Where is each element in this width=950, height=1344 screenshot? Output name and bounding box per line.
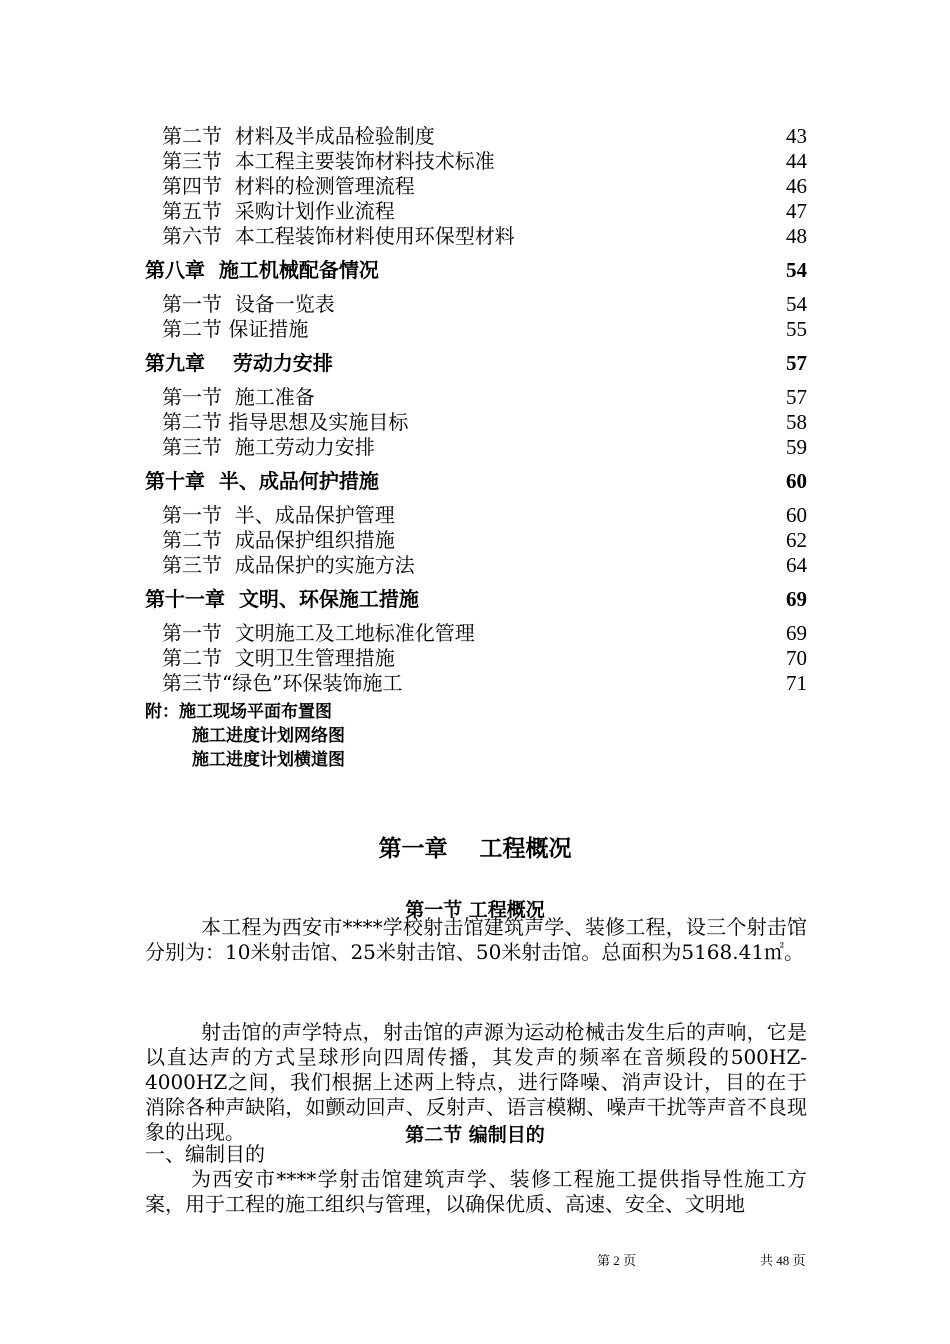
toc-entry-label: 第四节 材料的检测管理流程 [162,174,415,198]
toc-entry-page: 60 [786,503,807,527]
toc-section-entry [145,646,807,671]
toc-entry-label: 第一节 设备一览表 [162,292,335,316]
toc-section-entry [145,224,807,249]
toc-section-entry [145,292,807,317]
paragraph-text: 为西安市****学射击馆建筑声学、装修工程施工提供指导性施工方案，用于工程的施工组织与管理，以确保优质、高速、安全、文明地 [145,1167,807,1216]
toc-chapter-entry [145,351,807,376]
page-total: 共 48 页 [760,1253,806,1268]
toc-entry-page: 60 [786,469,807,493]
chapter-title: 第一章 工程概况 [378,836,572,862]
toc-chapter-entry [145,258,807,283]
toc-section-entry [145,174,807,199]
toc-entry-label: 第二节 文明卫生管理措施 [162,646,395,670]
toc-chapter-entry [145,587,807,612]
toc-entry-label: 第二节 指导思想及实施目标 [162,410,409,434]
toc-entry-label: 第一节 施工准备 [162,385,315,409]
table-of-contents [145,124,807,696]
page-number: 第 2 页 [597,1253,637,1268]
toc-entry-page: 43 [786,124,807,148]
section-title: 第二节 编制目的 [405,1124,545,1146]
sub-heading: 一、编制目的 [145,1142,265,1166]
toc-entry-label: 第三节 施工劳动力安排 [162,435,375,459]
toc-entry-page: 62 [786,528,807,552]
toc-entry-page: 57 [786,385,807,409]
toc-entry-label: 第三节 本工程主要装饰材料技术标准 [162,149,495,173]
toc-section-entry [145,124,807,149]
toc-section-entry [145,435,807,460]
appendix-line: 附：施工现场平面布置图 [145,702,332,722]
toc-section-entry [145,149,807,174]
toc-section-entry [145,317,807,342]
toc-entry-label: 第一节 半、成品保护管理 [162,503,395,527]
toc-section-entry [145,385,807,410]
toc-entry-page: 70 [786,646,807,670]
toc-entry-page: 48 [786,224,807,248]
toc-entry-label: 第二节 保证措施 [162,317,309,341]
toc-entry-label: 第三节“绿色”环保装饰施工 [162,671,403,695]
toc-entry-page: 47 [786,199,807,223]
toc-entry-page: 44 [786,149,807,173]
toc-entry-label: 第二节 成品保护组织措施 [162,528,395,552]
toc-section-entry [145,671,807,696]
toc-section-entry [145,199,807,224]
body-paragraph [145,915,807,965]
appendix-line: 施工进度计划网络图 [192,726,345,746]
toc-section-entry [145,553,807,578]
toc-entry-page: 46 [786,174,807,198]
toc-entry-page: 54 [786,258,807,282]
toc-entry-page: 69 [786,621,807,645]
toc-entry-label: 第六节 本工程装饰材料使用环保型材料 [162,224,515,248]
paragraph-text: 射击馆的声学特点，射击馆的声源为运动枪械击发生后的声响，它是以直达声的方式呈球形向四周传播，其发声的频率在音频段的500HZ-4000HZ之间，我们根据上述两上特点，进行降噪、消声设计，目的在于消除各种声缺陷，如颤动回声、反射声、语言模糊、噪声干扰等声音不良现象的出现。 [145,1020,807,1144]
toc-section-entry [145,503,807,528]
toc-entry-label: 第八章 施工机械配备情况 [145,258,379,282]
toc-entry-page: 54 [786,292,807,316]
toc-entry-label: 第二节 材料及半成品检验制度 [162,124,435,148]
toc-entry-page: 57 [786,351,807,375]
toc-entry-label: 第五节 采购计划作业流程 [162,199,395,223]
toc-entry-page: 71 [786,671,807,695]
toc-entry-label: 第三节 成品保护的实施方法 [162,553,415,577]
toc-entry-page: 58 [786,410,807,434]
appendix-line: 施工进度计划横道图 [192,750,345,770]
section-title: 第一节 工程概况 [405,899,545,921]
toc-chapter-entry [145,469,807,494]
toc-section-entry [145,621,807,646]
toc-entry-page: 55 [786,317,807,341]
toc-entry-label: 第十章 半、成品何护措施 [145,469,379,493]
toc-entry-label: 第十一章 文明、环保施工措施 [145,587,419,611]
toc-entry-page: 69 [786,587,807,611]
paragraph-text: 本工程为西安市****学校射击馆建筑声学、装修工程，设三个射击馆分别为：10米射击馆、25米射击馆、50米射击馆。总面积为5168.41㎡。 [145,915,807,964]
appendix-list [145,700,345,772]
toc-entry-page: 59 [786,435,807,459]
toc-section-entry [145,528,807,553]
toc-entry-page: 64 [786,553,807,577]
toc-entry-label: 第九章 劳动力安排 [145,351,333,375]
toc-section-entry [145,410,807,435]
body-paragraph [145,1167,807,1217]
toc-entry-label: 第一节 文明施工及工地标准化管理 [162,621,475,645]
